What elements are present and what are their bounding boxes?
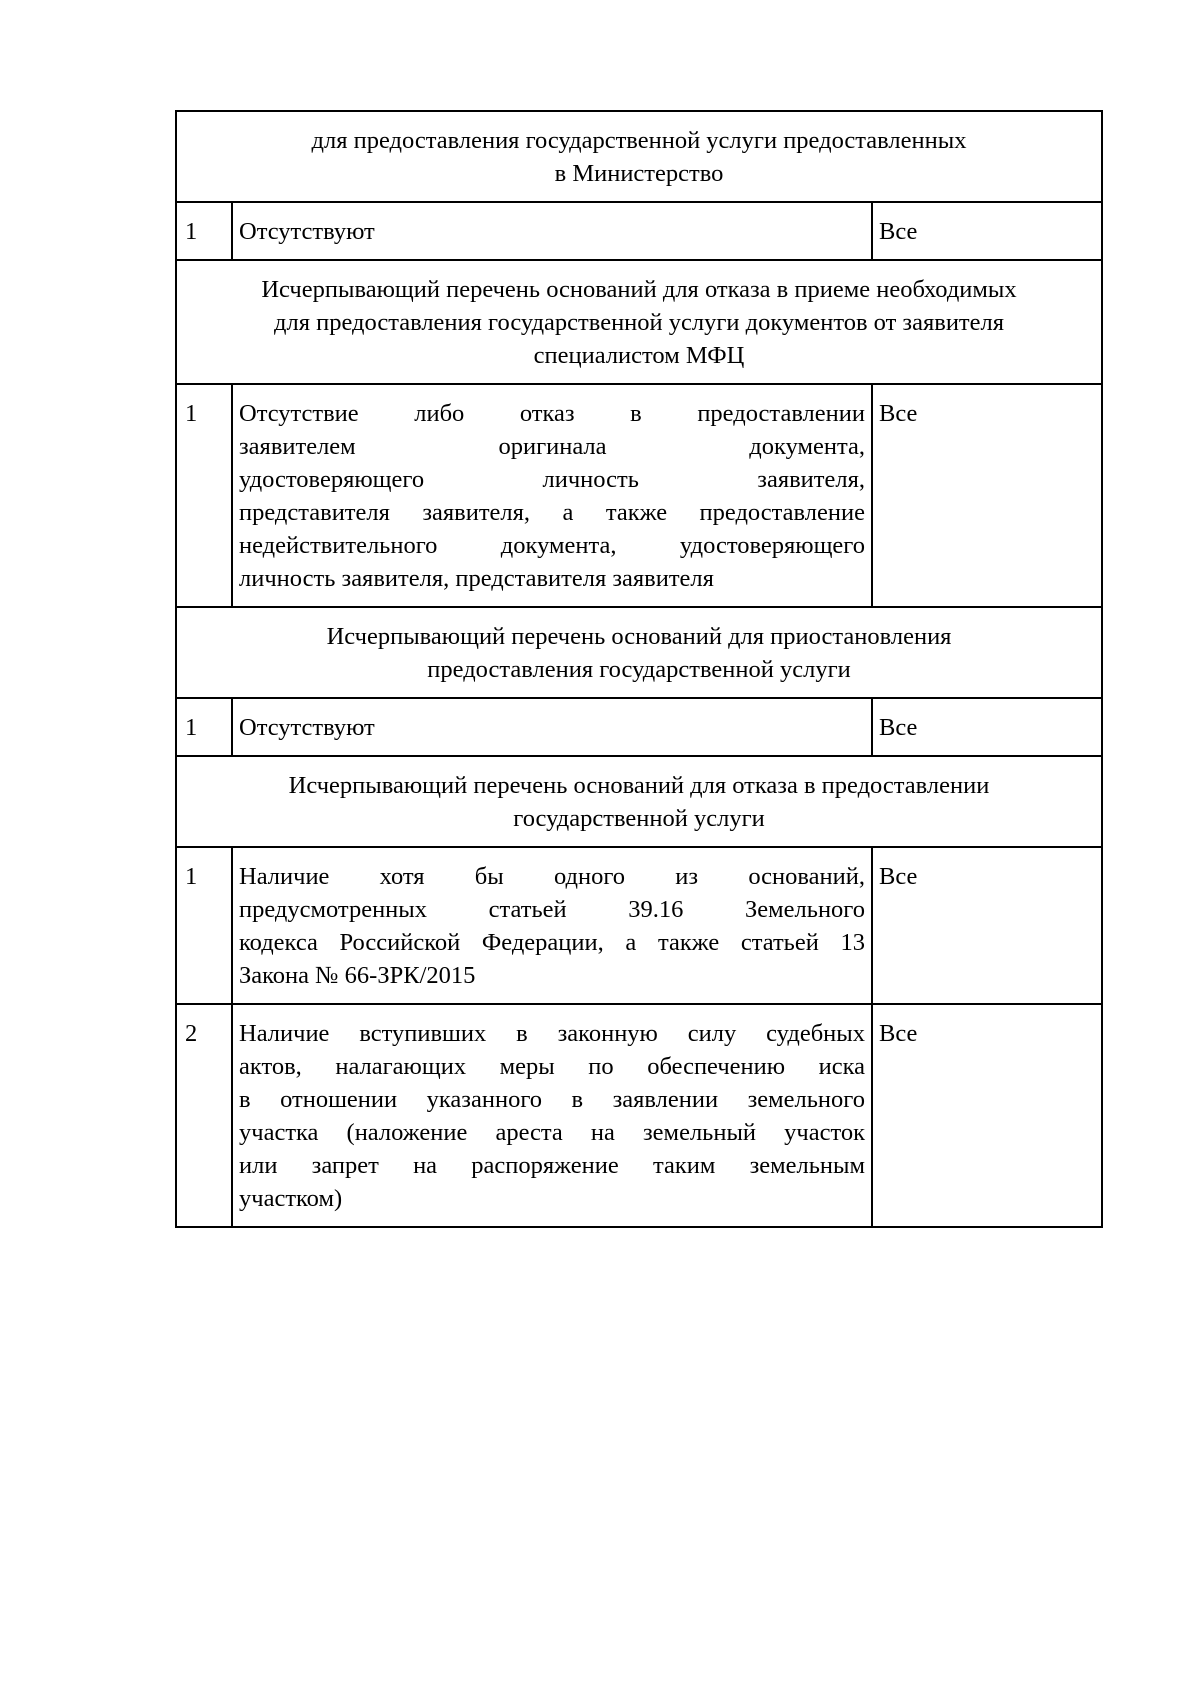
applicability-scope: Все bbox=[872, 698, 1102, 756]
section-heading-row bbox=[176, 260, 1102, 384]
ground-description bbox=[232, 1004, 872, 1227]
section-heading bbox=[176, 607, 1102, 698]
ground-description-line: недействительного документа, удостоверяющего bbox=[239, 532, 865, 559]
row-number: 1 bbox=[176, 698, 232, 756]
grounds-table-body bbox=[176, 111, 1102, 1227]
section-heading-line: в Министерство bbox=[554, 160, 724, 187]
ground-description bbox=[232, 847, 872, 1004]
ground-description-line: заявителем оригинала документа, bbox=[239, 433, 865, 460]
ground-description-line: предусмотренных статьей 39.16 Земельного bbox=[239, 896, 865, 923]
section-heading bbox=[176, 260, 1102, 384]
applicability-scope: Все bbox=[872, 202, 1102, 260]
section-heading-line: Исчерпывающий перечень оснований для отказа в предоставлении bbox=[288, 772, 990, 799]
ground-description-line: Закона № 66-ЗРК/2015 bbox=[239, 962, 476, 989]
section-heading bbox=[176, 756, 1102, 847]
section-heading-line: для предоставления государственной услуги документов от заявителя bbox=[274, 309, 1005, 336]
table-row bbox=[176, 847, 1102, 1004]
table-row bbox=[176, 1004, 1102, 1227]
grounds-table bbox=[175, 110, 1103, 1228]
section-heading-line: предоставления государственной услуги bbox=[427, 656, 851, 683]
applicability-scope: Все bbox=[872, 1004, 1102, 1227]
ground-description-line: участком) bbox=[239, 1185, 343, 1212]
section-heading-row bbox=[176, 607, 1102, 698]
ground-description-line: или запрет на распоряжение таким земельным bbox=[239, 1152, 865, 1179]
row-number: 2 bbox=[176, 1004, 232, 1227]
row-number: 1 bbox=[176, 202, 232, 260]
ground-description-line: Наличие вступивших в законную силу судебных bbox=[239, 1020, 865, 1047]
ground-description-line: личность заявителя, представителя заявителя bbox=[239, 565, 714, 592]
row-number: 1 bbox=[176, 847, 232, 1004]
applicability-scope: Все bbox=[872, 847, 1102, 1004]
ground-description bbox=[232, 698, 872, 756]
applicability-scope: Все bbox=[872, 384, 1102, 607]
section-heading-line: для предоставления государственной услуги предоставленных bbox=[311, 127, 967, 154]
section-heading-row bbox=[176, 756, 1102, 847]
ground-description-line: Отсутствуют bbox=[239, 218, 375, 245]
table-row bbox=[176, 698, 1102, 756]
table-row bbox=[176, 202, 1102, 260]
ground-description bbox=[232, 384, 872, 607]
ground-description-line: кодекса Российской Федерации, а также статьей 13 bbox=[239, 929, 865, 956]
section-heading-row bbox=[176, 111, 1102, 202]
ground-description-line: в отношении указанного в заявлении земельного bbox=[239, 1086, 865, 1113]
section-heading-line: государственной услуги bbox=[513, 805, 765, 832]
ground-description bbox=[232, 202, 872, 260]
ground-description-line: Отсутствуют bbox=[239, 714, 375, 741]
ground-description-line: актов, налагающих меры по обеспечению иска bbox=[239, 1053, 865, 1080]
ground-description-line: участка (наложение ареста на земельный участок bbox=[239, 1119, 865, 1146]
table-row bbox=[176, 384, 1102, 607]
section-heading-line: Исчерпывающий перечень оснований для отказа в приеме необходимых bbox=[261, 276, 1017, 303]
ground-description-line: Отсутствие либо отказ в предоставлении bbox=[239, 400, 865, 427]
ground-description-line: Наличие хотя бы одного из оснований, bbox=[239, 863, 865, 890]
ground-description-line: представителя заявителя, а также предоставление bbox=[239, 499, 865, 526]
section-heading-line: Исчерпывающий перечень оснований для приостановления bbox=[326, 623, 952, 650]
ground-description-line: удостоверяющего личность заявителя, bbox=[239, 466, 865, 493]
row-number: 1 bbox=[176, 384, 232, 607]
section-heading bbox=[176, 111, 1102, 202]
section-heading-line: специалистом МФЦ bbox=[533, 342, 745, 369]
